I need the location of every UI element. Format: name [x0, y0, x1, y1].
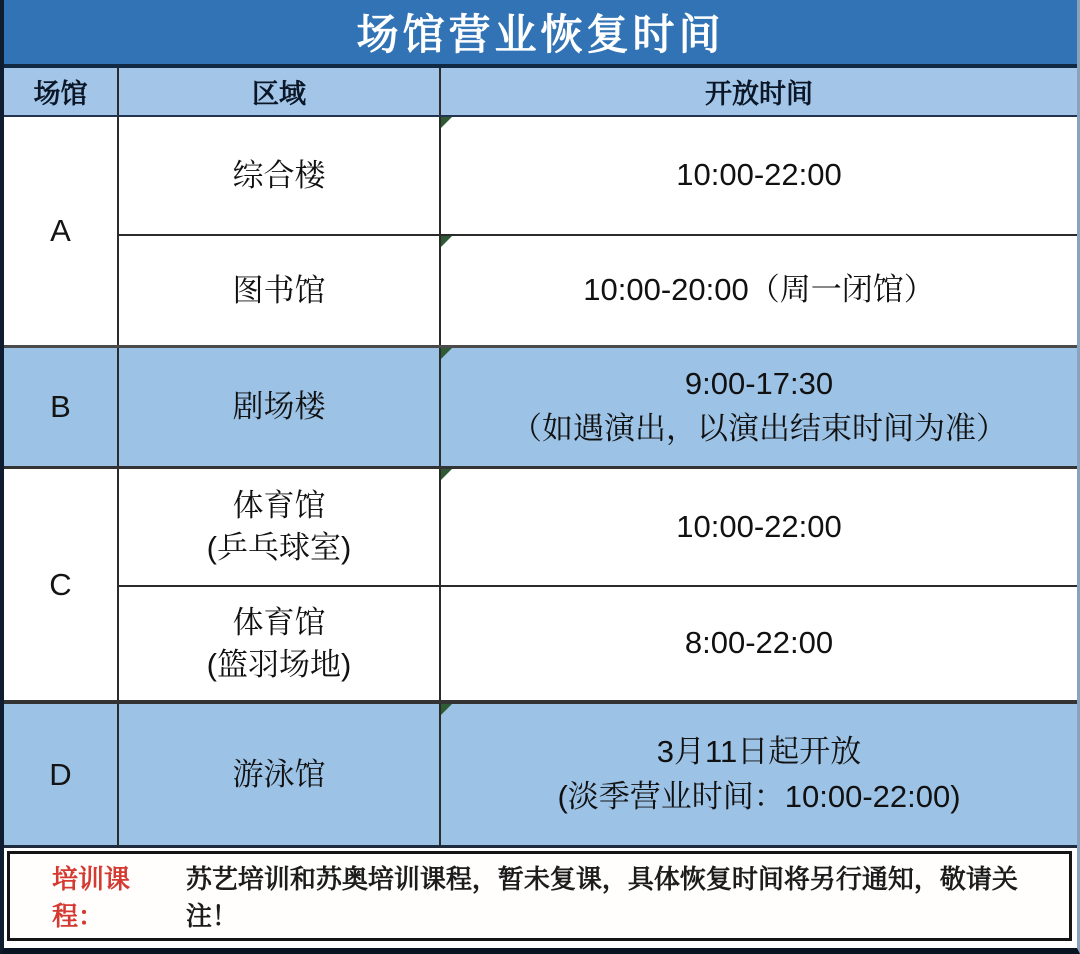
- area-cell: [119, 469, 441, 585]
- hours-cell: [441, 704, 1077, 845]
- hours-text: 10:00-20:00（周一闭馆）: [583, 272, 935, 308]
- hours-text: 10:00-22:00: [676, 508, 842, 544]
- col-header-hours: 开放时间: [705, 79, 813, 109]
- area-cell: [119, 587, 441, 700]
- hours-text-line2: （如遇演出，以演出结束时间为准）: [511, 411, 1007, 446]
- footer-note-text: 苏艺培训和苏奥培训课程，暂未复课，具体恢复时间将另行通知，敬请关注！: [185, 864, 1018, 931]
- venue-letter-c: C: [4, 469, 119, 700]
- hours-cell: [441, 117, 1077, 234]
- venue-letter-b: B: [4, 348, 119, 466]
- area-text-line2: (篮羽场地): [206, 646, 352, 682]
- hours-text-line1: 3月11日起开放: [656, 733, 862, 769]
- hours-cell: [441, 587, 1077, 700]
- hours-text: 8:00-22:00: [684, 625, 834, 661]
- hours-text-line2: (淡季营业时间：10:00-22:00): [557, 778, 961, 814]
- table-row-group-d: [4, 700, 1077, 845]
- table-row: [119, 704, 1077, 845]
- table-row: [119, 234, 1077, 345]
- footer-note-label: 培训课程：: [52, 864, 131, 931]
- venue-letter-a: A: [4, 117, 119, 345]
- hours-text-line1: 9:00-17:30: [684, 366, 834, 402]
- col-header-area: 区域: [119, 68, 441, 115]
- hours-text: 10:00-22:00: [676, 157, 842, 193]
- hours-cell: [441, 469, 1077, 585]
- area-text-line1: 体育馆: [232, 488, 326, 524]
- footer-divider: [4, 845, 1077, 848]
- area-cell: 综合楼: [119, 117, 441, 234]
- title-bar: [4, 0, 1077, 64]
- area-text-line1: 体育馆: [232, 604, 326, 640]
- area-cell: 图书馆: [119, 236, 441, 345]
- table-row: [119, 469, 1077, 585]
- hours-cell: [441, 348, 1077, 466]
- table-row-group-b: [4, 345, 1077, 466]
- table-header: [4, 68, 1077, 117]
- area-cell: 剧场楼: [119, 348, 441, 466]
- hours-cell: [441, 236, 1077, 345]
- area-cell: 游泳馆: [119, 704, 441, 845]
- table-row: [119, 348, 1077, 466]
- table-row: [119, 117, 1077, 234]
- footer-note: [7, 851, 1072, 941]
- table-row-group-c: [4, 466, 1077, 700]
- area-text-line2: (乒乓球室): [206, 530, 352, 565]
- col-header-venue: 场馆: [4, 68, 119, 115]
- page-title: 场馆营业恢复时间: [356, 11, 725, 58]
- venue-letter-d: D: [4, 704, 119, 845]
- table-row: [119, 585, 1077, 700]
- table-row-group-a: [4, 117, 1077, 345]
